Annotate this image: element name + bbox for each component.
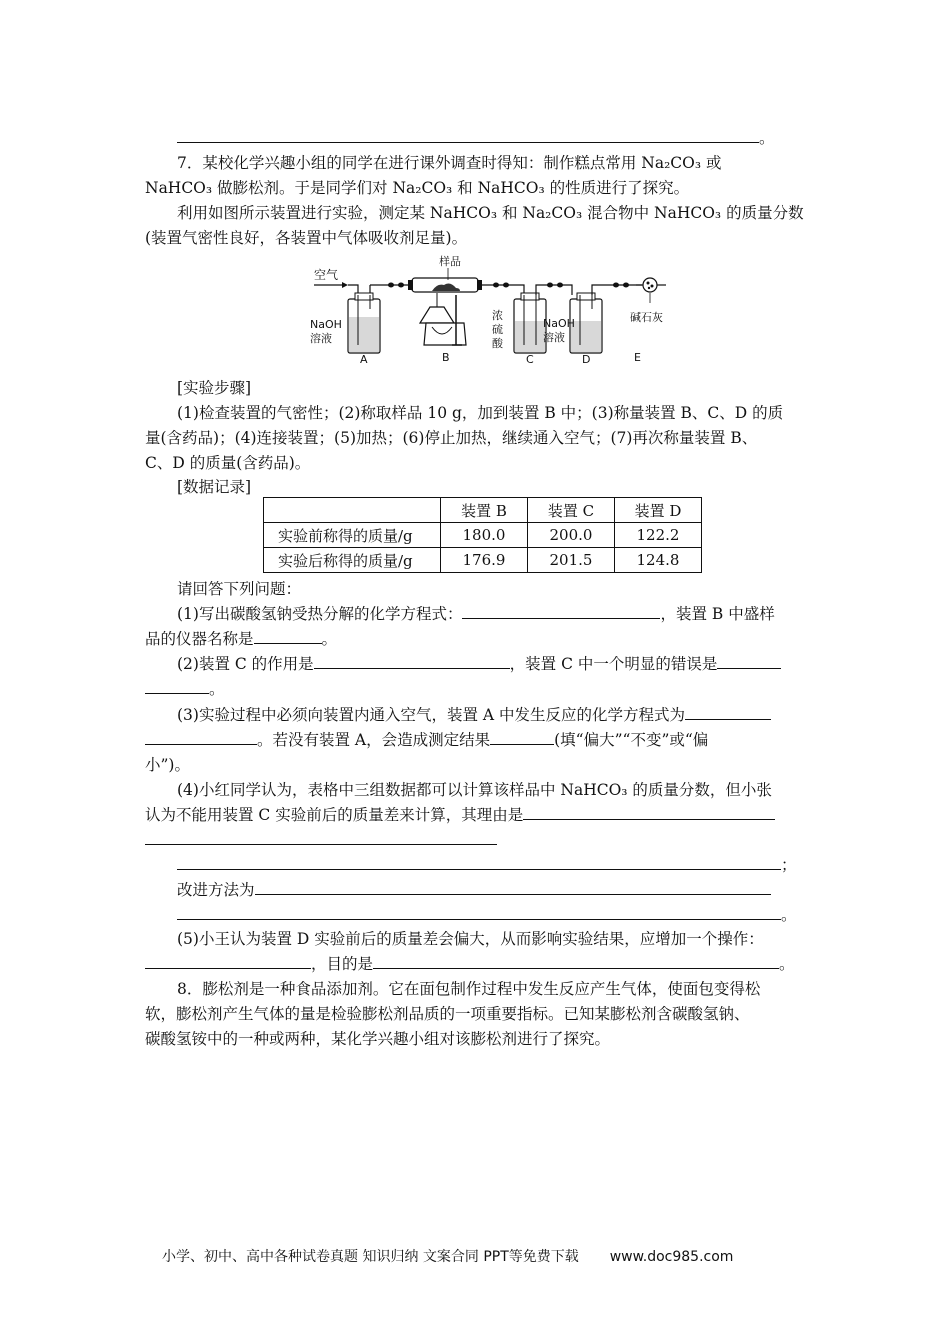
footer	[162, 1246, 733, 1266]
bottle-c	[514, 293, 546, 353]
air-arrowhead	[342, 282, 348, 288]
data-table	[263, 497, 702, 573]
q4-reason-blank[interactable]	[523, 805, 775, 820]
label-a: A	[360, 353, 368, 366]
answer-blank[interactable]	[177, 128, 759, 143]
q2-line-1: (2)装置 C 的作用是 ，装置 C 中一个明显的错误是	[177, 654, 781, 674]
q2-error-blank-cont[interactable]	[145, 679, 209, 694]
q4-line-5: 改进方法为	[177, 880, 771, 900]
answer-intro: 请回答下列问题：	[177, 580, 302, 598]
header-cell: 装置 C	[528, 498, 615, 523]
table-corner-cell	[264, 498, 441, 523]
q2-purpose-blank[interactable]	[314, 654, 510, 669]
q5-line-2: ，目的是 。	[145, 954, 795, 974]
q2-error-blank[interactable]	[717, 654, 781, 669]
footer-url[interactable]: www.doc985.com	[609, 1249, 734, 1265]
record-title: [数据记录]	[177, 478, 252, 496]
steps-line-1: (1)检查装置的气密性；(2)称取样品 10 g，加到装置 B 中；(3)称量装置 B、C、D 的质	[177, 404, 784, 422]
q4-improve-blank-cont[interactable]	[177, 905, 781, 920]
drying-tube-e	[636, 278, 666, 292]
q5-operation-blank[interactable]	[145, 954, 311, 969]
q8-line-3: 碳酸氢铵中的一种或两种，某化学兴趣小组对该膨松剂进行了探究。	[145, 1030, 611, 1048]
header-cell: 装置 B	[441, 498, 528, 523]
table-row	[264, 548, 702, 573]
table-cell: 201.5	[528, 548, 615, 573]
q4-improve-blank[interactable]	[255, 880, 771, 895]
naoh-a-label-2: 溶液	[310, 332, 332, 345]
table-row	[264, 523, 702, 548]
q3-result-blank[interactable]	[490, 730, 554, 745]
table-header-row	[264, 498, 702, 523]
q1-equation-blank[interactable]	[462, 604, 660, 619]
row-label: 实验后称得的质量/g	[264, 548, 441, 573]
naoh-d-label-2: 溶液	[543, 331, 565, 344]
footer-text: 小学、初中、高中各种试卷真题 知识归纳 文案合同 PPT等免费下载	[162, 1249, 579, 1265]
q4-reason-blank-end[interactable]	[177, 855, 781, 870]
soda-lime-label: 碱石灰	[630, 311, 663, 324]
q5-line-1: (5)小王认为装置 D 实验前后的质量差会偏大，从而影响实验结果，应增加一个操作：	[177, 930, 764, 948]
label-d: D	[582, 353, 591, 366]
q4-line-6: 。	[177, 905, 797, 925]
steps-title: [实验步骤]	[177, 379, 252, 397]
q8-line-2: 软，膨松剂产生气体的量是检验膨松剂品质的一项重要指标。已知某膨松剂含碳酸氢钠、	[145, 1005, 750, 1023]
table-cell: 180.0	[441, 523, 528, 548]
acid-label-2: 硫	[492, 323, 503, 336]
steps-line-2: 量(含药品)；(4)连接装置；(5)加热；(6)停止加热，继续通入空气；(7)再次称量装置 B、	[145, 429, 758, 447]
apparatus-diagram	[300, 249, 680, 367]
q3-equation-blank[interactable]	[685, 705, 771, 720]
q2-line-2: 。	[145, 679, 225, 699]
q7-line-2: NaHCO₃ 做膨松剂。于是同学们对 Na₂CO₃ 和 NaHCO₃ 的性质进行了探究。	[145, 179, 690, 197]
q3-line-1: (3)实验过程中必须向装置内通入空气，装置 A 中发生反应的化学方程式为	[177, 705, 771, 725]
q3-equation-blank-cont[interactable]	[145, 730, 257, 745]
steps-line-3: C、D 的质量(含药品)。	[145, 454, 311, 472]
row-label: 实验前称得的质量/g	[264, 523, 441, 548]
q4-line-3	[145, 830, 497, 850]
header-cell: 装置 D	[615, 498, 702, 523]
q4-line-2: 认为不能用装置 C 实验前后的质量差来计算，其理由是	[145, 805, 775, 825]
table-cell: 124.8	[615, 548, 702, 573]
table-cell: 176.9	[441, 548, 528, 573]
label-e: E	[634, 351, 641, 364]
tube-b	[408, 278, 482, 345]
q4-reason-blank-cont[interactable]	[145, 830, 497, 845]
q7-line-4: (装置气密性良好，各装置中气体吸收剂足量)。	[145, 229, 468, 247]
q7-line-3: 利用如图所示装置进行实验，测定某 NaHCO₃ 和 Na₂CO₃ 混合物中 NaHCO₃ 的质量分数	[177, 204, 804, 222]
sample-label: 样品	[439, 255, 461, 268]
label-c: C	[526, 353, 534, 366]
q4-line-4: ；	[177, 855, 797, 875]
leading-answer-line: 。	[177, 128, 775, 148]
table-cell: 122.2	[615, 523, 702, 548]
q5-purpose-blank[interactable]	[373, 954, 779, 969]
naoh-a-label-1: NaOH	[310, 318, 342, 331]
q1-line-2: 品的仪器名称是 。	[145, 630, 338, 648]
acid-label-1: 浓	[492, 309, 503, 322]
q1-line-1: (1)写出碳酸氢钠受热分解的化学方程式： ，装置 B 中盛样	[177, 605, 775, 623]
acid-label-3: 酸	[492, 337, 503, 350]
bottle-a	[348, 293, 380, 353]
q4-line-1: (4)小红同学认为，表格中三组数据都可以计算该样品中 NaHCO₃ 的质量分数，但小张	[177, 781, 772, 799]
label-b: B	[442, 351, 450, 364]
table-cell: 200.0	[528, 523, 615, 548]
q1-instrument-blank[interactable]	[254, 629, 322, 644]
q7-line-1: 7．某校化学兴趣小组的同学在进行课外调查时得知：制作糕点常用 Na₂CO₃ 或	[177, 154, 722, 172]
q8-line-1: 8．膨松剂是一种食品添加剂。它在面包制作过程中发生反应产生气体，使面包变得松	[177, 980, 761, 998]
q3-line-2: 。若没有装置 A，会造成测定结果 (填“偏大”“不变”或“偏	[145, 730, 708, 750]
air-label: 空气	[314, 268, 339, 282]
naoh-d-label-1: NaOH	[543, 317, 575, 330]
q3-line-3: 小”)。	[145, 756, 190, 774]
